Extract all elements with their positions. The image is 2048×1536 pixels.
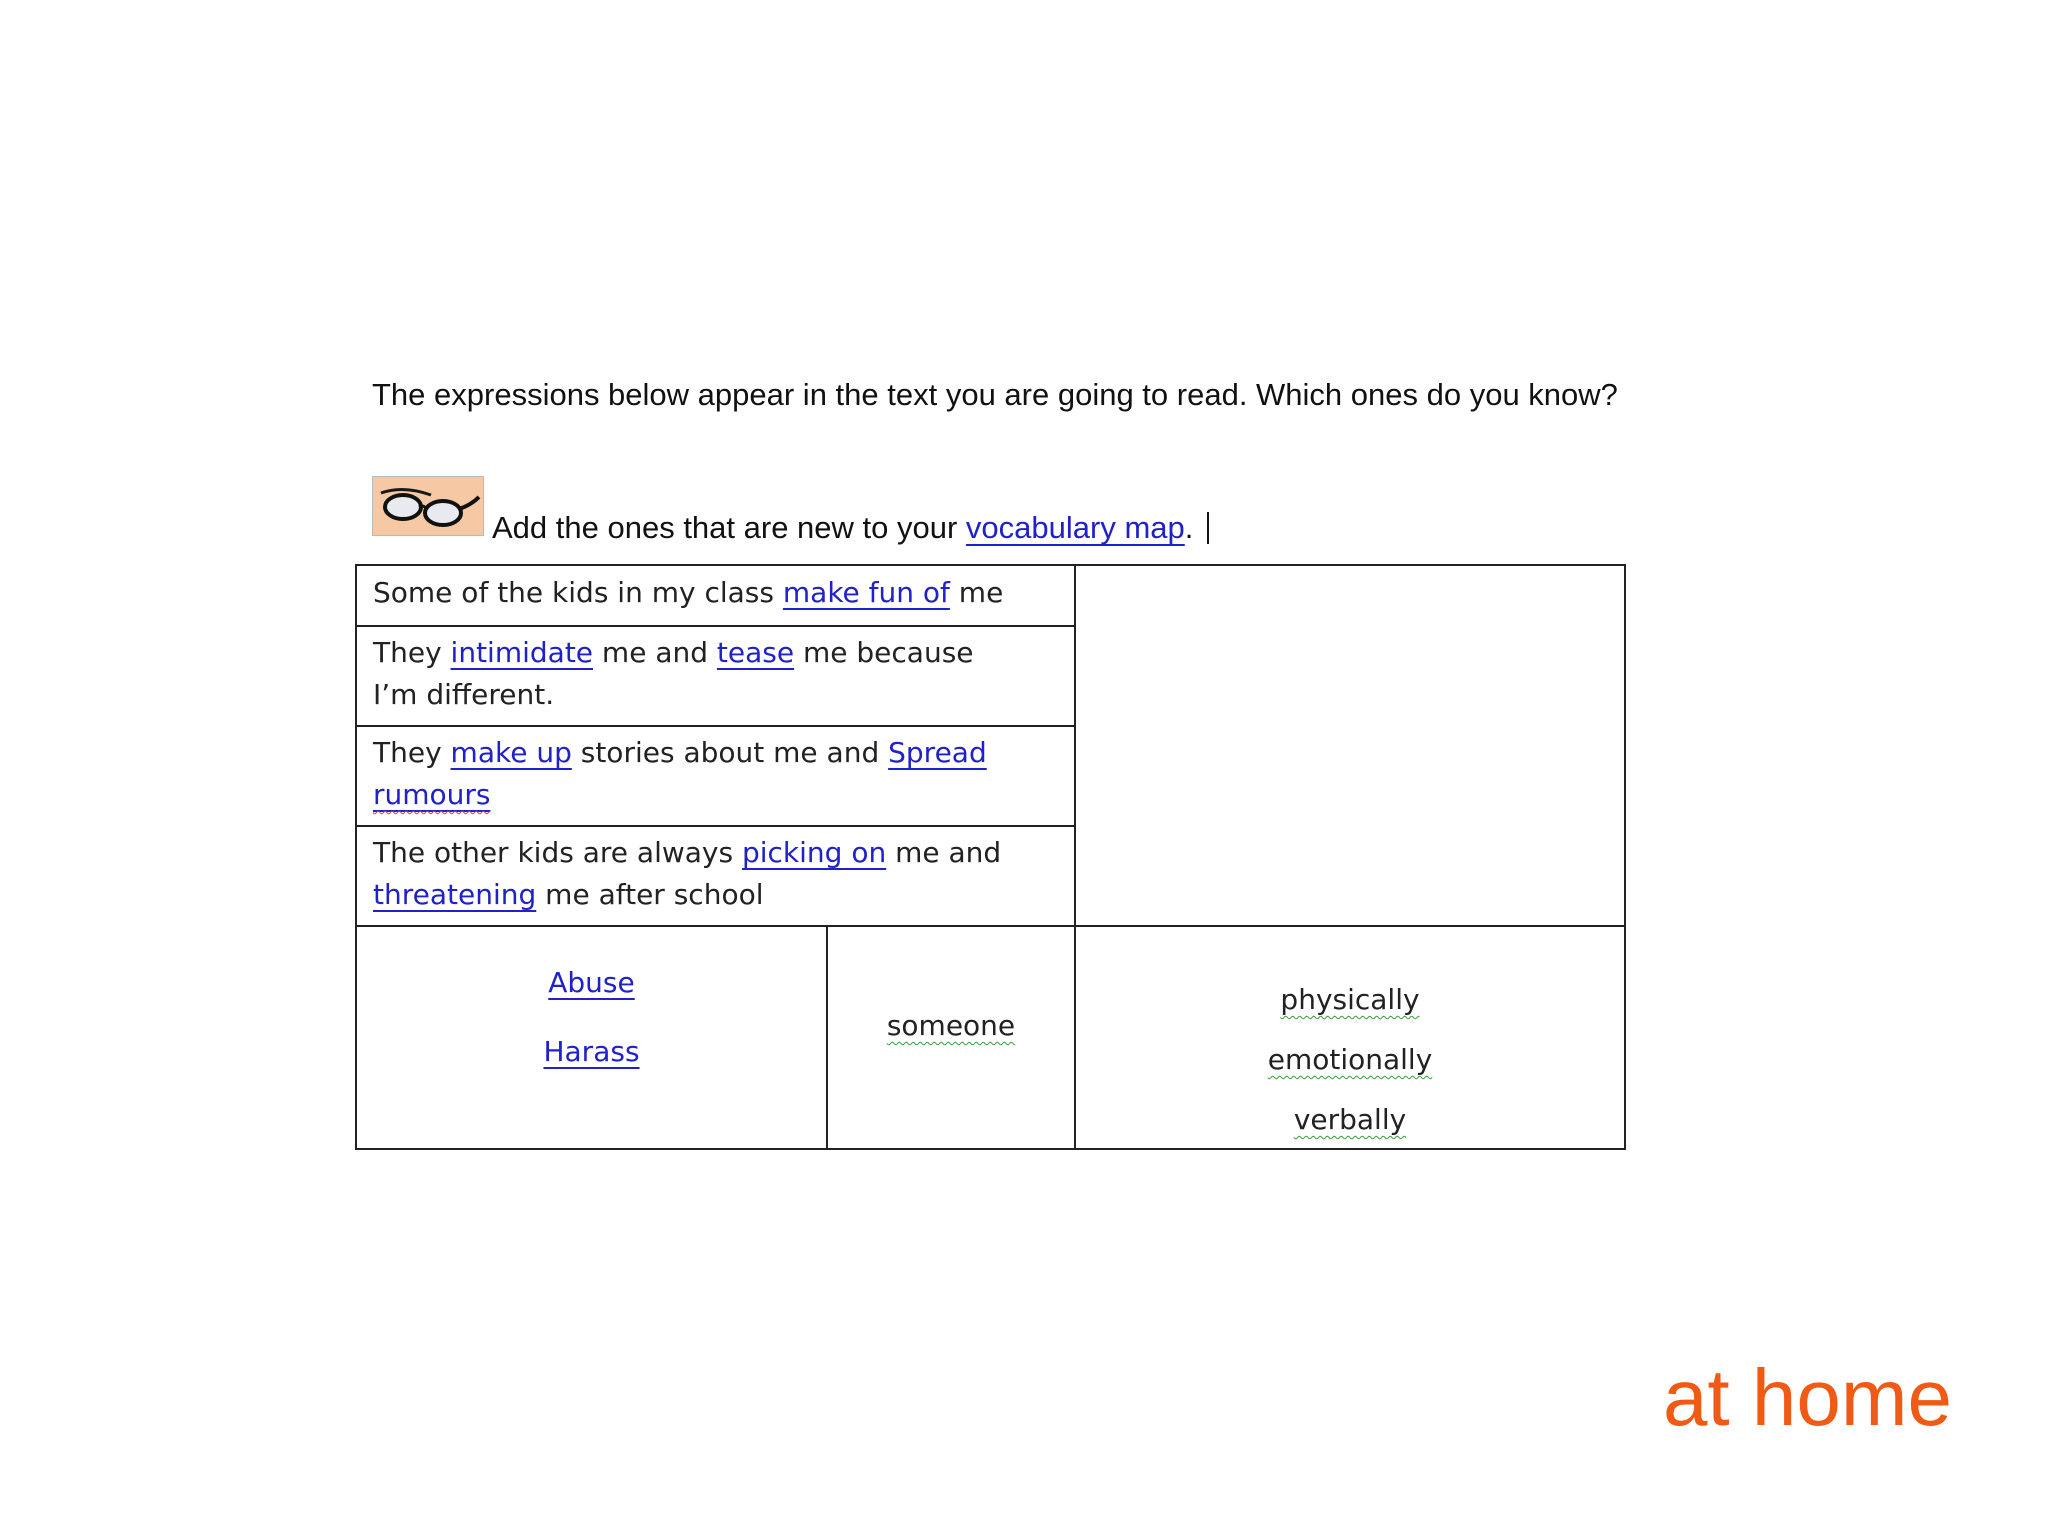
row4-text-b: me and	[886, 836, 1002, 869]
at-home-label: at home	[1662, 1353, 1952, 1442]
row1-text-a: Some of the kids in my class	[373, 576, 783, 609]
row2-text-b: me and	[593, 636, 717, 669]
verbs-cell	[357, 966, 826, 1068]
make-fun-of-link[interactable]: make fun of	[782, 576, 950, 609]
emotionally-word: emotionally	[1267, 1043, 1433, 1076]
intro-paragraph: The expressions below appear in the text you are going to read. Which ones do you know?	[372, 377, 1618, 412]
intimidate-link[interactable]: intimidate	[450, 636, 594, 669]
spread-link[interactable]: Spread	[888, 736, 987, 769]
picking-on-link[interactable]: picking on	[741, 836, 887, 869]
verbally-word: verbally	[1293, 1103, 1407, 1136]
object-cell	[828, 1009, 1074, 1042]
row2-text-a: They	[373, 636, 451, 669]
row2-text-c: me because I’m different.	[373, 636, 974, 711]
harass-link[interactable]: Harass	[543, 1035, 640, 1068]
row3-text-b: stories about me and	[571, 736, 889, 769]
physically-word: physically	[1280, 983, 1420, 1016]
table-row	[373, 572, 1063, 614]
text-cursor	[1207, 512, 1209, 544]
divider-row-1	[357, 625, 1074, 627]
divider-bottom-section	[357, 925, 1624, 927]
vocabulary-table	[355, 564, 1626, 1150]
glasses-icon	[372, 476, 484, 536]
vocabulary-map-link[interactable]: vocabulary map	[965, 510, 1185, 545]
divider-row-3	[357, 825, 1074, 827]
row4-text-a: The other kids are always	[373, 836, 742, 869]
row1-text-b: me	[949, 576, 1004, 609]
add-instruction-suffix: .	[1184, 510, 1194, 545]
divider-row-2	[357, 725, 1074, 727]
make-up-link[interactable]: make up	[450, 736, 572, 769]
table-row	[373, 732, 993, 816]
rumours-text: rumours	[373, 778, 491, 811]
adverbs-cell	[1076, 970, 1624, 1150]
add-instruction-prefix: Add the ones that are new to your	[492, 510, 966, 545]
abuse-link[interactable]: Abuse	[548, 966, 635, 999]
threatening-link[interactable]: threatening	[373, 878, 537, 911]
table-row	[373, 632, 1023, 716]
tease-link[interactable]: tease	[716, 636, 795, 669]
rumours-link[interactable]	[373, 778, 491, 811]
row4-text-c: me after school	[536, 878, 764, 911]
add-instruction	[492, 510, 1209, 546]
someone-word: someone	[886, 1009, 1016, 1042]
row3-text-a: They	[373, 736, 451, 769]
table-row	[373, 832, 1013, 916]
